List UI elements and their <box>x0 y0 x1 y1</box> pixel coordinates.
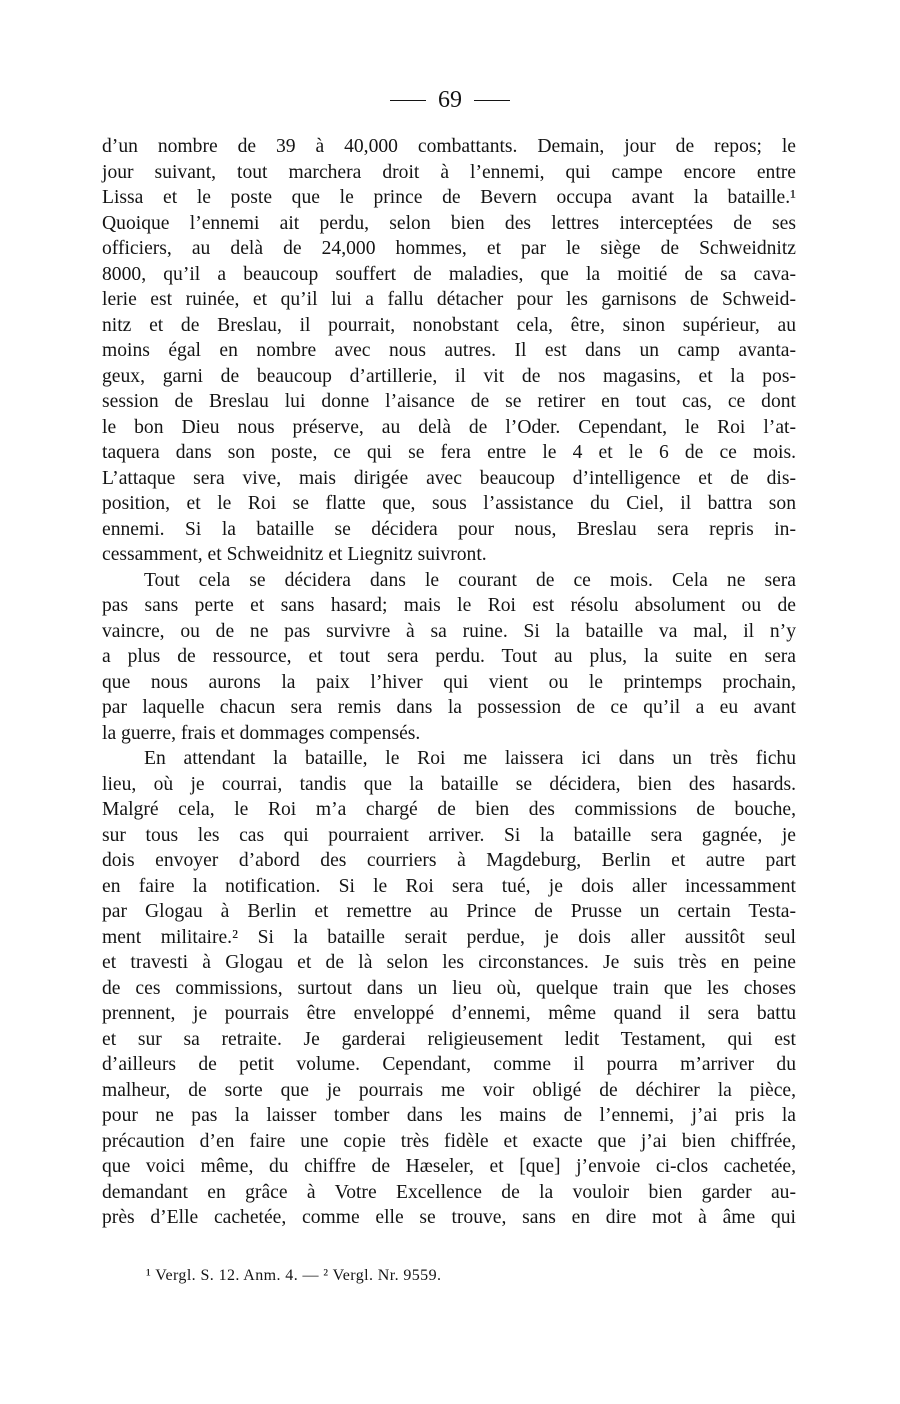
text-line: sur tous les cas qui pourraient arriver. Si la bataille sera gagnée, je <box>102 824 796 846</box>
text-line: session de Breslau lui donne l’aisance de se retirer en tout cas, ce dont <box>102 391 796 412</box>
page-number: 69 <box>438 87 462 113</box>
header-rule-left <box>390 100 426 101</box>
text-line: prennent, je pourrais être enveloppé d’ennemi, même quand il sera battu <box>102 1003 796 1024</box>
text-line: que voici même, du chiffre de Hæseler, et [que] j’envoie ci-clos cachetée, <box>102 1156 796 1177</box>
text-line: par laquelle chacun sera remis dans la possession de ce qu’il a eu avant <box>102 697 796 718</box>
text-line: a plus de ressource, et tout sera perdu. Tout au plus, la suite en sera <box>102 646 796 667</box>
text-line: d’un nombre de 39 à 40,000 combattants. Demain, jour de repos; le <box>102 136 796 157</box>
text-line: de ces commissions, surtout dans un lieu où, quelque train que les choses <box>102 977 796 999</box>
text-line: ment militaire.² Si la bataille serait perdue, je dois aller aussitôt seul <box>102 926 796 948</box>
footnotes: ¹ Vergl. S. 12. Anm. 4. — ² Vergl. Nr. 9559. <box>146 1267 442 1284</box>
text-line: lerie est ruinée, et qu’il lui a fallu détacher pour les garnisons de Schweid- <box>102 289 796 310</box>
text-line: ennemi. Si la bataille se décidera pour nous, Breslau sera repris in- <box>102 518 796 540</box>
text-line: le bon Dieu nous préserve, au delà de l’Oder. Cependant, le Roi l’at- <box>102 416 796 438</box>
text-line: 8000, qu’il a beaucoup souffert de maladies, que la moitié de sa cava- <box>102 263 796 285</box>
text-line: lieu, où je courrai, tandis que la bataille se décidera, bien des hasards. <box>102 773 796 795</box>
text-line: moins égal en nombre avec nous autres. Il est dans un camp avanta- <box>102 340 796 361</box>
text-line: officiers, au delà de 24,000 hommes, et par le siège de Schweidnitz <box>102 238 796 259</box>
text-line: près d’Elle cachetée, comme elle se trouve, sans en dire mot à âme qui <box>102 1207 796 1228</box>
text-line: précaution d’en faire une copie très fidèle et exacte que j’ai bien chiffrée, <box>102 1130 796 1152</box>
text-line: demandant en grâce à Votre Excellence de la vouloir bien garder au- <box>102 1181 796 1203</box>
text-line: geux, garni de beaucoup d’artillerie, il vit de nos magasins, et la pos- <box>102 365 796 387</box>
text-line: En attendant la bataille, le Roi me laissera ici dans un très fichu <box>144 748 796 769</box>
text-line: la guerre, frais et dommages compensés. <box>102 722 421 744</box>
text-line: Quoique l’ennemi ait perdu, selon bien des lettres interceptées de ses <box>102 212 796 234</box>
text-line: Lissa et le poste que le prince de Bevern occupa avant la bataille.¹ <box>102 187 796 208</box>
text-line: jour suivant, tout marchera droit à l’ennemi, qui campe encore entre <box>102 161 796 183</box>
header-rule-right <box>474 100 510 101</box>
text-line: position, et le Roi se flatte que, sous l’assistance du Ciel, il battra son <box>102 493 796 514</box>
text-line: en faire la notification. Si le Roi sera tué, je dois aller incessamment <box>102 875 796 897</box>
text-line: pour ne pas la laisser tomber dans les mains de l’ennemi, j’ai pris la <box>102 1105 796 1126</box>
text-line: nitz et de Breslau, il pourrait, nonobstant cela, être, sinon supérieur, au <box>102 314 796 336</box>
page-header <box>0 84 900 116</box>
body-text <box>102 134 796 1231</box>
text-line: par Glogau à Berlin et remettre au Prince de Prusse un certain Testa- <box>102 901 796 922</box>
text-line: Tout cela se décidera dans le courant de ce mois. Cela ne sera <box>144 569 796 591</box>
text-line: que nous aurons la paix l’hiver qui vient ou le printemps prochain, <box>102 671 796 693</box>
text-line: et sur sa retraite. Je garderai religieusement ledit Testament, qui est <box>102 1028 796 1050</box>
text-line: cessamment, et Schweidnitz et Liegnitz suivront. <box>102 544 487 565</box>
text-line: dois envoyer d’abord des courriers à Magdeburg, Berlin et autre part <box>102 850 796 871</box>
text-line: L’attaque sera vive, mais dirigée avec beaucoup d’intelligence et de dis- <box>102 467 796 489</box>
text-line: vaincre, ou de ne pas survivre à sa ruine. Si la bataille va mal, il n’y <box>102 620 796 642</box>
text-line: malheur, de sorte que je pourrais me voir obligé de déchirer la pièce, <box>102 1079 796 1101</box>
text-line: Malgré cela, le Roi m’a chargé de bien des commissions de bouche, <box>102 799 796 820</box>
text-line: et travesti à Glogau et de là selon les circonstances. Je suis très en peine <box>102 952 796 973</box>
text-line: pas sans perte et sans hasard; mais le Roi est résolu absolument ou de <box>102 595 796 616</box>
text-line: taquera dans son poste, ce qui se fera entre le 4 et le 6 de ce mois. <box>102 442 796 463</box>
text-line: d’ailleurs de petit volume. Cependant, comme il pourra m’arriver du <box>102 1054 796 1075</box>
